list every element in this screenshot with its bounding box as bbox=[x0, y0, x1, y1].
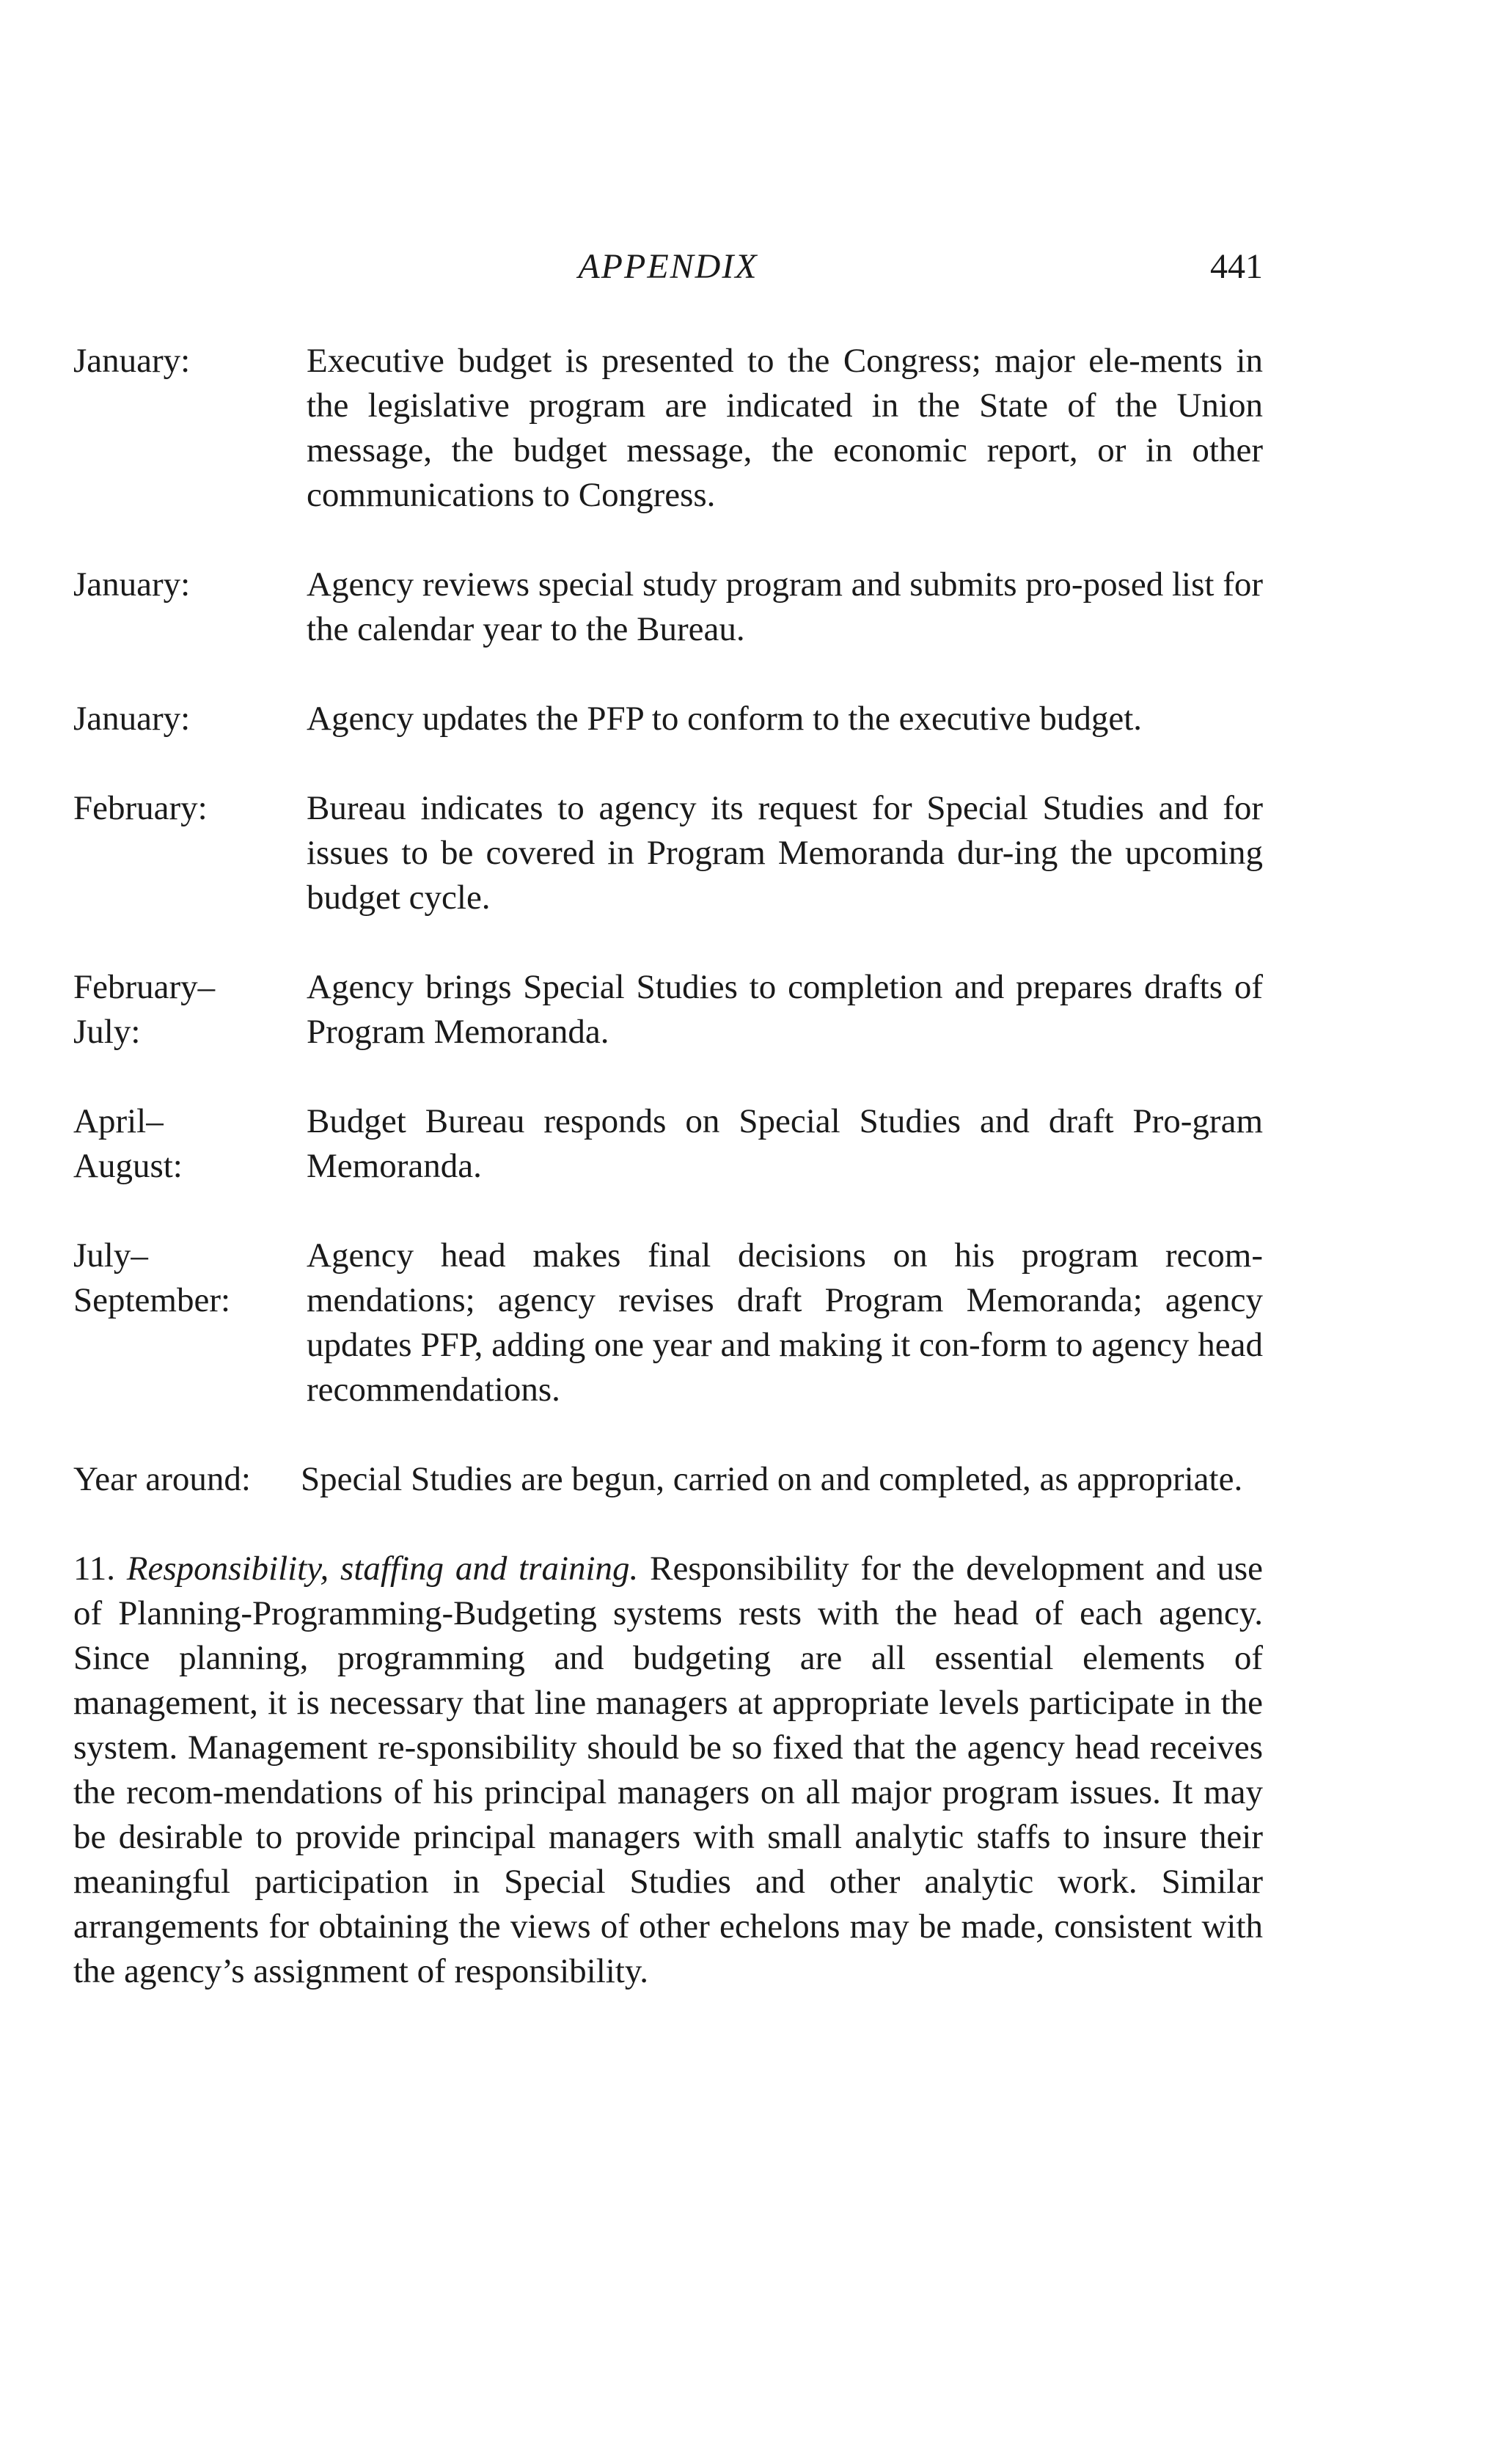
schedule-description: Agency reviews special study program and submits pro-posed list for the calendar year to the Bureau. bbox=[307, 565, 1263, 648]
schedule-entry-5 bbox=[73, 965, 1263, 1055]
schedule-date-label: Year around: bbox=[73, 1460, 251, 1498]
schedule-entry-4 bbox=[73, 786, 1263, 920]
schedule-date-label: January: bbox=[73, 565, 191, 604]
schedule-description: Agency updates the PFP to conform to the executive budget. bbox=[307, 700, 1143, 738]
schedule-entry-7 bbox=[73, 1233, 1263, 1412]
running-head bbox=[73, 246, 1263, 298]
schedule-entry-2 bbox=[73, 562, 1263, 652]
section-heading: Responsibility, staffing and training. bbox=[126, 1550, 639, 1588]
schedule-description: Agency head makes final decisions on his program recom-mendations; agency revises draft Program Memoranda; agency updates PFP, adding one year and making it con-form to agency head recommendations. bbox=[307, 1236, 1263, 1409]
schedule-description: Special Studies are begun, carried on and completed, as appropriate. bbox=[301, 1460, 1243, 1498]
section-number: 11. bbox=[73, 1550, 116, 1588]
schedule-date-label: July– September: bbox=[73, 1236, 231, 1319]
page-number: 441 bbox=[1210, 247, 1263, 286]
schedule-description: Bureau indicates to agency its request for Special Studies and for issues to be covered in Program Memoranda dur-ing the upcoming budget cycle. bbox=[307, 789, 1263, 917]
schedule-date-label: January: bbox=[73, 342, 191, 380]
schedule-description: Agency brings Special Studies to completion and prepares drafts of Program Memoranda. bbox=[307, 968, 1263, 1051]
schedule-date-label: February– July: bbox=[73, 968, 216, 1051]
schedule-description: Executive budget is presented to the Congress; major ele-ments in the legislative program are indicated in the State of the Union message, the budget message, the economic report, or in other communications to Congress. bbox=[307, 342, 1263, 514]
section-body-text: Responsibility for the development and use of Planning-Programming-Budgeting systems rests with the head of each agency. Since planning, programming and budgeting are all essential elements of management, it is necessary that line managers at appropriate levels participate in the system. Management re-sponsibility should be so fixed that the agency head receives the recom-mendations of his principal managers on all major program issues. It may be desirable to provide principal managers with small analytic staffs to insure their meaningful participation in Special Studies and other analytic work. Similar arrangements for obtaining the views of other echelons may be made, consistent with the agency’s assignment of responsibility. bbox=[73, 1550, 1264, 1990]
schedule-date-label: April– August: bbox=[73, 1102, 183, 1185]
page-body bbox=[73, 339, 1263, 2028]
schedule-entry-6 bbox=[73, 1099, 1263, 1189]
section-11-paragraph bbox=[73, 1547, 1263, 1994]
running-title: APPENDIX bbox=[578, 247, 758, 286]
schedule-entry-8 bbox=[73, 1457, 1263, 1502]
schedule-entry-3 bbox=[73, 697, 1263, 741]
schedule-description: Budget Bureau responds on Special Studies and draft Pro-gram Memoranda. bbox=[307, 1102, 1263, 1185]
schedule-date-label: February: bbox=[73, 789, 208, 827]
schedule-entry-1 bbox=[73, 339, 1263, 518]
schedule-date-label: January: bbox=[73, 700, 191, 738]
